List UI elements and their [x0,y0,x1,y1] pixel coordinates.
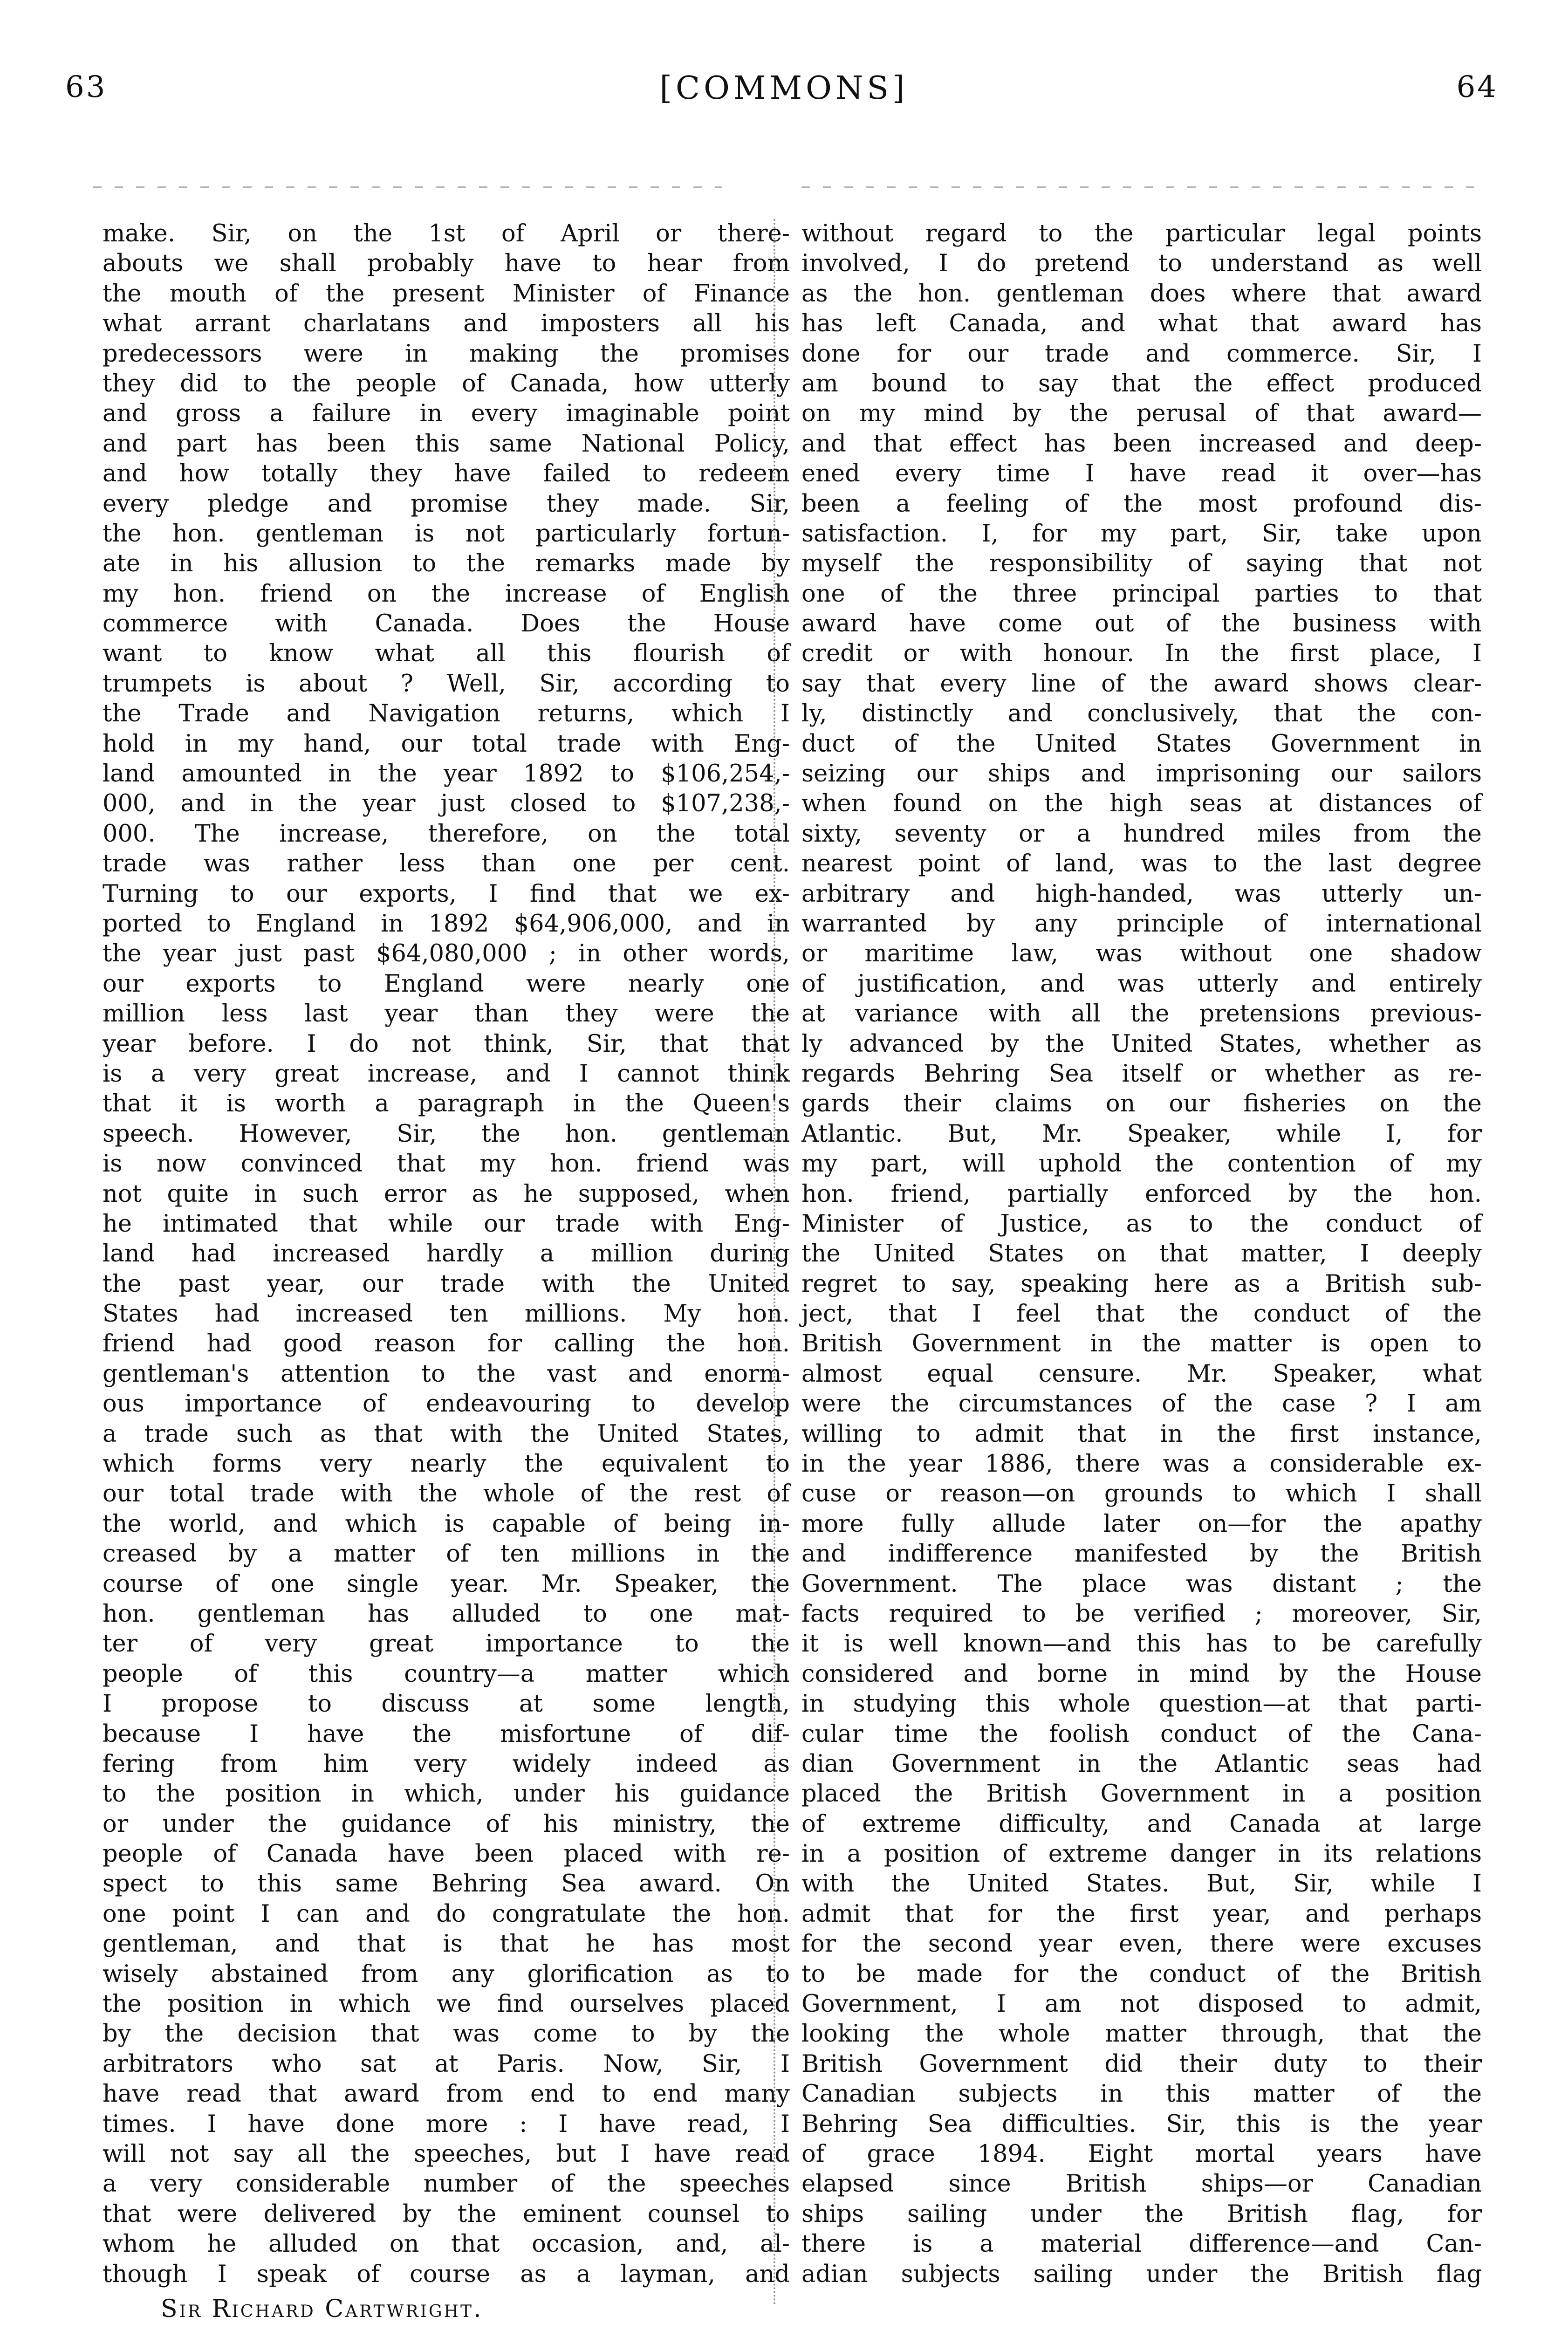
text-line: 000. The increase, therefore, on the total [103,820,790,848]
text-line: more fully allude later on—for the apathy [801,1510,1482,1538]
text-line: ly, distinctly and conclusively, that the con- [801,700,1482,728]
text-line: speech. However, Sir, the hon. gentleman [103,1120,790,1148]
text-line: not quite in such error as he supposed, when [103,1180,790,1208]
text-line: cular time the foolish conduct of the Cana- [801,1720,1482,1748]
text-line: Atlantic. But, Mr. Speaker, while I, for [801,1120,1482,1148]
text-line: placed the British Government in a position [801,1780,1482,1808]
text-line: in the year 1886, there was a considerable ex- [801,1450,1482,1478]
text-line: as the hon. gentleman does where that award [801,280,1482,308]
text-line: by the decision that was come to by the [103,2020,790,2048]
text-line: the mouth of the present Minister of Finance [103,280,790,308]
text-line: the Trade and Navigation returns, which I [103,700,790,728]
text-line: and gross a failure in every imaginable point [103,400,790,428]
text-line: credit or with honour. In the first place, I [801,640,1482,668]
text-line: looking the whole matter through, that the [801,2020,1482,2048]
text-line: times. I have done more : I have read, I [103,2110,790,2138]
text-line: is now convinced that my hon. friend was [103,1150,790,1178]
text-line: ported to England in 1892 $64,906,000, and in [103,910,790,938]
text-line: award have come out of the business with [801,610,1482,638]
text-line: without regard to the particular legal points [801,220,1482,247]
text-line: fering from him very widely indeed as [103,1750,790,1778]
left-column [103,219,790,2289]
column-divider [774,219,775,2307]
text-line: Government. The place was distant ; the [801,1570,1482,1598]
text-line: admit that for the first year, and perhaps [801,1900,1482,1928]
text-line: or maritime law, was without one shadow [801,940,1482,968]
right-column [801,219,1482,2289]
text-line: spect to this same Behring Sea award. On [103,1870,790,1898]
text-line: my hon. friend on the increase of English [103,580,790,608]
text-line: our exports to England were nearly one [103,970,790,998]
text-line: almost equal censure. Mr. Speaker, what [801,1360,1482,1388]
text-line: of grace 1894. Eight mortal years have [801,2140,1482,2168]
text-line: a trade such as that with the United States, [103,1420,790,1448]
text-line: one point I can and do congratulate the hon. [103,1900,790,1928]
text-line: a very considerable number of the speeches [103,2170,790,2198]
text-line: ter of very great importance to the [103,1630,790,1658]
text-line: in studying this whole question—at that parti- [801,1690,1482,1718]
text-line: one of the three principal parties to that [801,580,1482,608]
text-line: the hon. gentleman is not particularly fortun- [103,520,790,548]
text-line: and that effect has been increased and deep- [801,430,1482,458]
text-line: 000, and in the year just closed to $107,238,- [103,790,790,818]
text-line: the world, and which is capable of being in- [103,1510,790,1538]
text-line: Turning to our exports, I find that we ex- [103,880,790,908]
text-line: whom he alluded on that occasion, and, al- [103,2230,790,2258]
text-line: though I speak of course as a layman, and [103,2260,790,2288]
text-line: Behring Sea difficulties. Sir, this is the year [801,2110,1482,2138]
text-line: trade was rather less than one per cent. [103,850,790,878]
text-line: have read that award from end to end many [103,2080,790,2108]
text-line: done for our trade and commerce. Sir, I [801,340,1482,368]
text-line: every pledge and promise they made. Sir, [103,490,790,518]
text-line: land amounted in the year 1892 to $106,254,- [103,760,790,788]
text-line: the past year, our trade with the United [103,1270,790,1298]
text-line: ened every time I have read it over—has [801,460,1482,488]
text-line: Minister of Justice, as to the conduct of [801,1210,1482,1238]
text-line: people of Canada have been placed with re- [103,1840,790,1868]
text-line: gards their claims on our fisheries on the [801,1090,1482,1118]
text-line: will not say all the speeches, but I have read [103,2140,790,2168]
text-line: satisfaction. I, for my part, Sir, take upon [801,520,1482,548]
text-line: States had increased ten millions. My hon. [103,1300,790,1328]
text-line: year before. I do not think, Sir, that that [103,1030,790,1058]
text-line: regret to say, speaking here as a British sub- [801,1270,1482,1298]
text-line: regards Behring Sea itself or whether as re- [801,1060,1482,1088]
text-line: cuse or reason—on grounds to which I shall [801,1480,1482,1508]
text-line: the position in which we find ourselves placed [103,1990,790,2018]
text-line: warranted by any principle of international [801,910,1482,938]
text-line: sixty, seventy or a hundred miles from the [801,820,1482,848]
text-line: duct of the United States Government in [801,730,1482,758]
text-line: friend had good reason for calling the hon. [103,1330,790,1358]
text-line: in a position of extreme danger in its relations [801,1840,1482,1868]
text-line: and part has been this same National Policy, [103,430,790,458]
text-line: is a very great increase, and I cannot think [103,1060,790,1088]
text-line: facts required to be verified ; moreover, Sir, [801,1600,1482,1628]
page-number-left: 63 [65,70,107,104]
text-line: gentleman, and that is that he has most [103,1930,790,1958]
text-line: gentleman's attention to the vast and enorm- [103,1360,790,1388]
text-line: willing to admit that in the first instance, [801,1420,1482,1448]
text-line: he intimated that while our trade with Eng- [103,1210,790,1238]
text-line: involved, I do pretend to understand as well [801,250,1482,278]
text-line: because I have the misfortune of dif- [103,1720,790,1748]
text-line: with the United States. But, Sir, while I [801,1870,1482,1898]
text-line: which forms very nearly the equivalent to [103,1450,790,1478]
text-line: the year just past $64,080,000 ; in other words, [103,940,790,968]
text-line: it is well known—and this has to be carefully [801,1630,1482,1658]
text-line: say that every line of the award shows clear- [801,670,1482,698]
header-rule-right [801,186,1477,188]
text-line: ous importance of endeavouring to develop [103,1390,790,1418]
text-line: hon. friend, partially enforced by the hon. [801,1180,1482,1208]
header-rule-left [93,186,722,188]
text-line: and how totally they have failed to redeem [103,460,790,488]
text-line: or under the guidance of his ministry, the [103,1810,790,1838]
text-line: there is a material difference—and Can- [801,2230,1482,2258]
text-line: predecessors were in making the promises [103,340,790,368]
text-line: ject, that I feel that the conduct of the [801,1300,1482,1328]
text-line: of justification, and was utterly and entirely [801,970,1482,998]
text-line: were the circumstances of the case ? I am [801,1390,1482,1418]
page-number-right: 64 [1456,70,1498,104]
text-line: people of this country—a matter which [103,1660,790,1688]
text-line: ate in his allusion to the remarks made by [103,550,790,578]
text-line: make. Sir, on the 1st of April or there- [103,220,790,247]
text-line: our total trade with the whole of the rest of [103,1480,790,1508]
text-line: been a feeling of the most profound dis- [801,490,1482,518]
text-line: what arrant charlatans and imposters all his [103,310,790,338]
text-line: my part, will uphold the contention of my [801,1150,1482,1178]
text-line: want to know what all this flourish of [103,640,790,668]
speaker-attribution: Sir Richard Cartwright. [161,2295,483,2323]
text-line: dian Government in the Atlantic seas had [801,1750,1482,1778]
text-line: commerce with Canada. Does the House [103,610,790,638]
running-title: [COMMONS] [659,70,909,107]
text-line: ly advanced by the United States, whether as [801,1030,1482,1058]
text-line: considered and borne in mind by the House [801,1660,1482,1688]
text-line: nearest point of land, was to the last degree [801,850,1482,878]
text-line: wisely abstained from any glorification as to [103,1960,790,1988]
text-line: of extreme difficulty, and Canada at large [801,1810,1482,1838]
text-line: trumpets is about ? Well, Sir, according to [103,670,790,698]
text-line: hold in my hand, our total trade with Eng- [103,730,790,758]
text-line: Canadian subjects in this matter of the [801,2080,1482,2108]
text-line: British Government did their duty to their [801,2050,1482,2078]
text-line: ships sailing under the British flag, for [801,2200,1482,2228]
text-line: that were delivered by the eminent counsel to [103,2200,790,2228]
text-line: adian subjects sailing under the British flag [801,2260,1482,2288]
text-line: am bound to say that the effect produced [801,370,1482,397]
text-line: land had increased hardly a million during [103,1240,790,1268]
text-line: at variance with all the pretensions previous- [801,1000,1482,1028]
text-line: that it is worth a paragraph in the Queen's [103,1090,790,1118]
text-line: arbitrators who sat at Paris. Now, Sir, I [103,2050,790,2078]
text-line: myself the responsibility of saying that not [801,550,1482,578]
text-line: arbitrary and high-handed, was utterly un- [801,880,1482,908]
text-line: I propose to discuss at some length, [103,1690,790,1718]
text-line: they did to the people of Canada, how utterly [103,370,790,397]
text-line: abouts we shall probably have to hear from [103,250,790,278]
text-line: British Government in the matter is open to [801,1330,1482,1358]
text-line: million less last year than they were the [103,1000,790,1028]
text-line: creased by a matter of ten millions in the [103,1540,790,1568]
text-line: and indifference manifested by the British [801,1540,1482,1568]
text-line: course of one single year. Mr. Speaker, the [103,1570,790,1598]
text-line: when found on the high seas at distances of [801,790,1482,818]
text-line: the United States on that matter, I deeply [801,1240,1482,1268]
text-line: to be made for the conduct of the British [801,1960,1482,1988]
text-line: elapsed since British ships—or Canadian [801,2170,1482,2198]
page-header [0,70,1568,135]
text-line: hon. gentleman has alluded to one mat- [103,1600,790,1628]
text-line: for the second year even, there were excuses [801,1930,1482,1958]
text-line: Government, I am not disposed to admit, [801,1990,1482,2018]
text-line: to the position in which, under his guidance [103,1780,790,1808]
text-line: seizing our ships and imprisoning our sailors [801,760,1482,788]
text-line: on my mind by the perusal of that award— [801,400,1482,428]
text-line: has left Canada, and what that award has [801,310,1482,338]
